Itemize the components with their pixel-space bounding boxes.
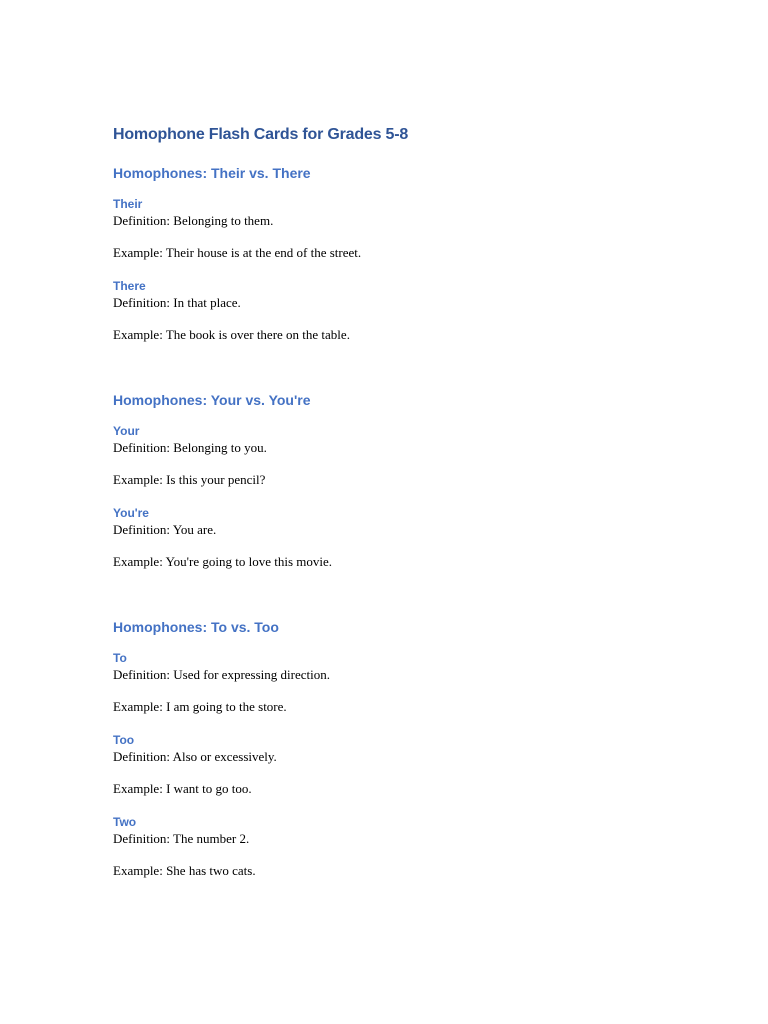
word-heading: There — [113, 279, 146, 293]
word-example: Example: I want to go too. — [113, 781, 252, 796]
word-heading: Too — [113, 733, 135, 747]
word-definition: Definition: The number 2. — [113, 831, 250, 846]
word-example: Example: The book is over there on the table. — [113, 327, 350, 342]
word-example: Example: I am going to the store. — [113, 699, 287, 714]
word-heading: Two — [113, 815, 137, 829]
word-definition: Definition: Belonging to them. — [113, 213, 274, 228]
word-heading: Their — [113, 197, 143, 211]
section-spacer — [113, 360, 713, 390]
word-definition: Definition: Also or excessively. — [113, 749, 277, 764]
word-entry-your — [113, 423, 713, 489]
word-entry-youre — [113, 505, 713, 571]
word-definition: Definition: You are. — [113, 522, 217, 537]
word-entry-their — [113, 196, 713, 262]
document-title: Homophone Flash Cards for Grades 5-8 — [113, 126, 409, 143]
document-page — [113, 124, 713, 896]
section-heading: Homophones: Their vs. There — [113, 165, 311, 181]
section-their-there — [113, 163, 713, 344]
word-definition: Definition: Belonging to you. — [113, 440, 267, 455]
word-heading: You're — [113, 506, 149, 520]
word-example: Example: You're going to love this movie. — [113, 554, 332, 569]
word-entry-too — [113, 732, 713, 798]
word-entry-two — [113, 814, 713, 880]
word-definition: Definition: In that place. — [113, 295, 241, 310]
word-entry-to — [113, 650, 713, 716]
word-entry-there — [113, 278, 713, 344]
word-heading: To — [113, 651, 127, 665]
word-heading: Your — [113, 424, 140, 438]
section-spacer — [113, 587, 713, 617]
word-example: Example: Is this your pencil? — [113, 472, 266, 487]
section-to-too — [113, 617, 713, 880]
section-your-youre — [113, 390, 713, 571]
word-example: Example: Their house is at the end of the street. — [113, 245, 362, 260]
word-example: Example: She has two cats. — [113, 863, 256, 878]
word-definition: Definition: Used for expressing direction. — [113, 667, 330, 682]
section-heading: Homophones: To vs. Too — [113, 619, 279, 635]
section-heading: Homophones: Your vs. You're — [113, 392, 311, 408]
